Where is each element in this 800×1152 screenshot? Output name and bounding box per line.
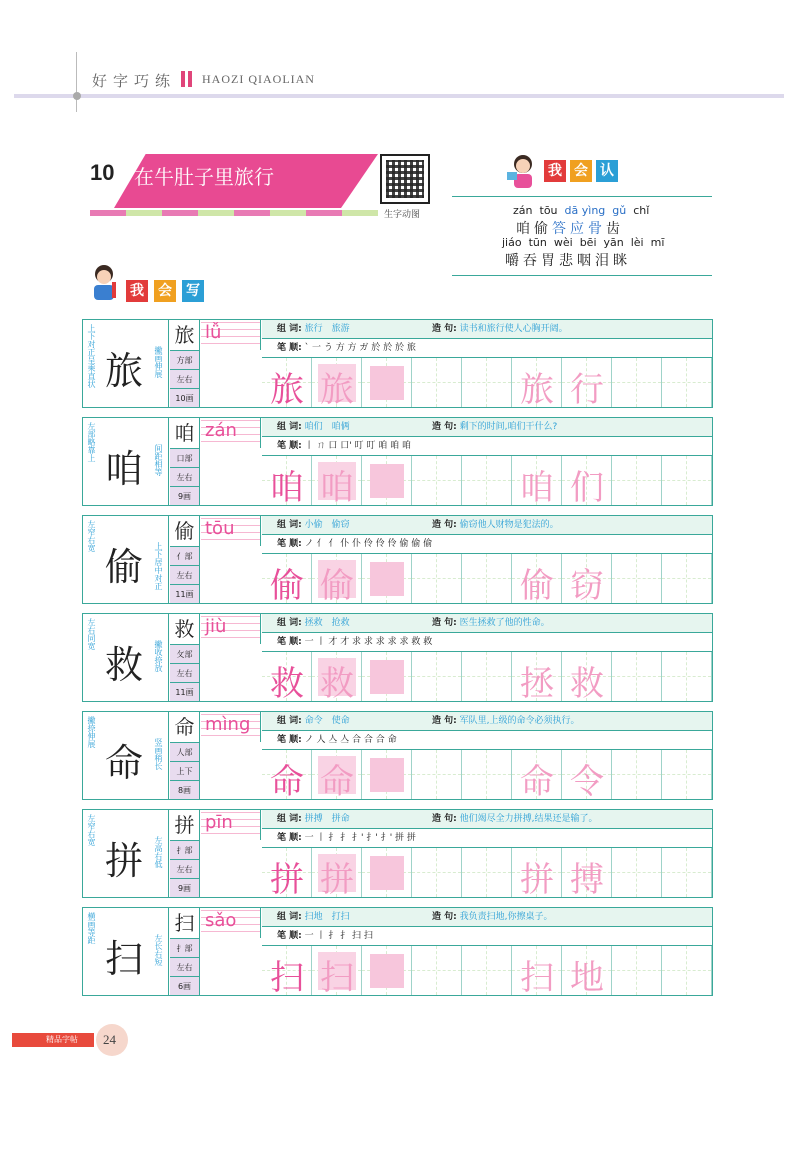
radical: 攵部: [170, 644, 200, 663]
writing-tip: 左部略靠上: [87, 422, 96, 462]
radical: 扌部: [170, 840, 200, 859]
practice-cell[interactable]: [462, 848, 512, 897]
practice-cell[interactable]: [462, 750, 512, 799]
practice-char: 们: [570, 468, 604, 508]
stroke-order-line: [262, 731, 712, 750]
recognize-chars: 咱偷答应骨齿: [516, 221, 624, 237]
recognize-badge-1: 我: [544, 160, 566, 182]
trace-ghost: [370, 464, 404, 498]
practice-cell[interactable]: [462, 946, 512, 995]
practice-cell[interactable]: [512, 750, 562, 802]
practice-cell[interactable]: [562, 652, 612, 704]
words-label: 组 词:: [277, 814, 302, 824]
model-char: 偷: [105, 545, 144, 589]
header-title: 好字巧练: [92, 72, 177, 90]
word-sentence-line: [262, 908, 712, 927]
sentence: 军队里,上级的命令必须执行。: [459, 716, 580, 726]
practice-grid: [262, 946, 712, 998]
stroke-order-line: [262, 829, 712, 848]
practice-cell[interactable]: [312, 848, 362, 900]
structure: 左右: [170, 467, 200, 486]
practice-cell[interactable]: [612, 456, 662, 505]
radical: 亻部: [170, 546, 200, 565]
practice-cell[interactable]: [462, 652, 512, 701]
pinyin: zán: [205, 420, 237, 441]
trace-ghost: [370, 660, 404, 694]
qr-code-icon[interactable]: [380, 154, 430, 204]
sentence-label: 造 句:: [432, 422, 457, 432]
character-row: [82, 319, 713, 408]
write-badge-2: 会: [154, 280, 176, 302]
practice-grid: [262, 848, 712, 900]
sentence-wrap: [432, 614, 550, 633]
radical: 口部: [170, 448, 200, 467]
practice-cell[interactable]: [312, 554, 362, 606]
writing-tip: 左高右低: [154, 836, 163, 868]
pinyin: tōu: [205, 518, 235, 539]
recognize-pinyin: zán tōu dā yìng gǔ chǐ: [513, 204, 650, 217]
stroke-order: ノ 亻 亻 仆 仆 伶 伶 伶 偷 偷 偷: [304, 539, 433, 549]
recognize-badge-2: 会: [570, 160, 592, 182]
writing-tip: 撇收捺放: [154, 640, 163, 672]
sentence-label: 造 句:: [432, 324, 457, 334]
order-label: 笔 顺:: [277, 343, 302, 353]
practice-cell[interactable]: [362, 554, 412, 603]
practice-char: 救: [320, 664, 354, 704]
practice-cell[interactable]: [612, 554, 662, 603]
stroke-order: 一 丨 才 才 求 求 求 求 求 救 救: [304, 637, 433, 647]
practice-char: 拼: [320, 860, 354, 900]
character-row: [82, 809, 713, 898]
writing-tip: 左窄右宽: [87, 520, 96, 552]
practice-char: 令: [570, 762, 604, 802]
words: 咱们 咱俩: [304, 422, 350, 432]
model-char-box: [83, 516, 169, 603]
practice-cell[interactable]: [362, 456, 412, 505]
header-bar: [188, 71, 192, 87]
practice-char: 窃: [570, 566, 604, 606]
sentence-wrap: [432, 418, 557, 437]
stroke-order-line: [262, 535, 712, 554]
practice-char: 行: [570, 370, 604, 410]
practice-cell[interactable]: [312, 358, 362, 410]
structure: 左右: [170, 565, 200, 584]
practice-char: 扫: [320, 958, 354, 998]
practice-cell[interactable]: [262, 946, 312, 998]
words-label: 组 词:: [277, 520, 302, 530]
writing-tip: 撇画伸展: [154, 346, 163, 378]
practice-cell[interactable]: [262, 554, 312, 606]
words-label: 组 词:: [277, 324, 302, 334]
stroke-order: ノ 人 亼 亼 合 合 合 命: [304, 735, 397, 745]
lesson-banner: [90, 154, 378, 208]
practice-char: 命: [320, 762, 354, 802]
model-char-box: [83, 810, 169, 897]
practice-cell[interactable]: [362, 946, 412, 995]
practice-char: 偷: [270, 566, 304, 606]
practice-cell[interactable]: [512, 946, 562, 998]
write-badge-1: 我: [126, 280, 148, 302]
recognize-rule: [452, 196, 712, 197]
practice-cell[interactable]: [412, 358, 462, 407]
character-row: [82, 613, 713, 702]
radical: 方部: [170, 350, 200, 369]
practice-cell[interactable]: [412, 848, 462, 897]
header-bar: [181, 71, 185, 87]
radical: 扌部: [170, 938, 200, 957]
pinyin-box: [201, 516, 261, 546]
small-char: 命: [170, 712, 200, 742]
structure: 左右: [170, 369, 200, 388]
sentence-label: 造 句:: [432, 814, 457, 824]
boy-icon: [88, 262, 122, 302]
recognize-rule-bottom: [452, 275, 712, 276]
lesson-title: 在牛肚子里旅行: [134, 165, 274, 189]
practice-cell[interactable]: [662, 652, 712, 701]
recognize-badge-3: 认: [596, 160, 618, 182]
stroke-count: 10画: [170, 388, 200, 407]
practice-char: 拼: [270, 860, 304, 900]
writing-tip: 左长右短: [154, 934, 163, 966]
practice-cell[interactable]: [562, 946, 612, 998]
stroke-count: 9画: [170, 486, 200, 505]
words: 扫地 打扫: [304, 912, 350, 922]
write-badge-3: 写: [182, 280, 204, 302]
writing-tip: 撇捺伸展: [87, 716, 96, 748]
small-char: 拼: [170, 810, 200, 840]
character-row: [82, 515, 713, 604]
order-label: 笔 顺:: [277, 441, 302, 451]
trace-ghost: [370, 856, 404, 890]
practice-char: 拼: [520, 860, 554, 900]
words: 拯救 抢救: [304, 618, 350, 628]
order-label: 笔 顺:: [277, 539, 302, 549]
practice-char: 拯: [520, 664, 554, 704]
word-sentence-line: [262, 418, 712, 437]
order-label: 笔 顺:: [277, 833, 302, 843]
footer-label: 精品字帖: [46, 1035, 78, 1044]
stroke-count: 6画: [170, 976, 200, 995]
practice-cell[interactable]: [662, 358, 712, 407]
sentence-label: 造 句:: [432, 520, 457, 530]
practice-cell[interactable]: [562, 456, 612, 508]
header-rule: [14, 94, 784, 98]
practice-cell[interactable]: [262, 358, 312, 410]
practice-cell[interactable]: [462, 554, 512, 603]
practice-cell[interactable]: [462, 358, 512, 407]
practice-cell[interactable]: [512, 848, 562, 900]
practice-cell[interactable]: [662, 750, 712, 799]
word-sentence-line: [262, 614, 712, 633]
practice-char: 命: [520, 762, 554, 802]
header-divider: [76, 52, 77, 112]
practice-cell[interactable]: [662, 946, 712, 995]
stroke-count: 11画: [170, 584, 200, 603]
practice-char: 搏: [570, 860, 604, 900]
practice-cell[interactable]: [612, 750, 662, 799]
page-number: 24: [103, 1032, 116, 1047]
stroke-order-line: [262, 339, 712, 358]
practice-cell[interactable]: [662, 456, 712, 505]
practice-grid: [262, 750, 712, 802]
practice-char: 旅: [520, 370, 554, 410]
stroke-order-line: [262, 633, 712, 652]
words-label: 组 词:: [277, 912, 302, 922]
practice-cell[interactable]: [362, 848, 412, 897]
word-sentence-line: [262, 810, 712, 829]
sentence-wrap: [432, 516, 559, 535]
practice-cell[interactable]: [312, 946, 362, 998]
practice-grid: [262, 358, 712, 410]
model-char: 咱: [105, 447, 144, 491]
stroke-count: 11画: [170, 682, 200, 701]
practice-cell[interactable]: [612, 848, 662, 897]
writing-tip: 间距相等: [154, 444, 163, 476]
girl-icon: [505, 152, 541, 190]
pinyin: pīn: [205, 812, 233, 833]
practice-cell[interactable]: [262, 652, 312, 704]
words: 旅行 旅游: [304, 324, 350, 334]
model-char: 救: [105, 643, 144, 687]
stroke-count: 8画: [170, 780, 200, 799]
practice-cell[interactable]: [362, 358, 412, 407]
practice-cell[interactable]: [262, 456, 312, 508]
practice-grid: [262, 456, 712, 508]
sentence-label: 造 句:: [432, 912, 457, 922]
practice-cell[interactable]: [462, 456, 512, 505]
practice-cell[interactable]: [562, 848, 612, 900]
trace-ghost: [370, 562, 404, 596]
practice-char: 咱: [520, 468, 554, 508]
words: 小偷 偷窃: [304, 520, 350, 530]
practice-grid: [262, 554, 712, 606]
small-char: 旅: [170, 320, 200, 350]
banner-stripe: [90, 210, 378, 216]
model-char: 扫: [105, 937, 144, 981]
practice-cell[interactable]: [612, 946, 662, 995]
order-label: 笔 顺:: [277, 931, 302, 941]
model-char-box: [83, 908, 169, 995]
structure: 左右: [170, 957, 200, 976]
practice-cell[interactable]: [612, 652, 662, 701]
pinyin-box: [201, 712, 261, 742]
word-sentence-line: [262, 712, 712, 731]
pinyin-box: [201, 320, 261, 350]
practice-char: 咱: [320, 468, 354, 508]
pinyin-box: [201, 614, 261, 644]
writing-tip: 竖画稍长: [154, 738, 163, 770]
practice-char: 偷: [320, 566, 354, 606]
structure: 上下: [170, 761, 200, 780]
order-label: 笔 顺:: [277, 637, 302, 647]
model-char-box: [83, 712, 169, 799]
order-label: 笔 顺:: [277, 735, 302, 745]
structure: 左右: [170, 859, 200, 878]
practice-cell[interactable]: [362, 652, 412, 701]
practice-cell[interactable]: [412, 946, 462, 995]
model-char: 命: [105, 741, 144, 785]
writing-tip: 左窄右宽: [87, 814, 96, 846]
practice-char: 偷: [520, 566, 554, 606]
pinyin-box: [201, 418, 261, 448]
model-char-box: [83, 418, 169, 505]
sentence-wrap: [432, 712, 579, 731]
model-char-box: [83, 614, 169, 701]
sentence: 我负责扫地,你擦桌子。: [459, 912, 553, 922]
words: 命令 使命: [304, 716, 350, 726]
pinyin-box: [201, 810, 261, 840]
practice-char: 咱: [270, 468, 304, 508]
sentence-label: 造 句:: [432, 618, 457, 628]
structure: 左右: [170, 663, 200, 682]
small-char: 偷: [170, 516, 200, 546]
writing-tip: 上下对正呈乘直状: [87, 324, 96, 388]
practice-char: 救: [270, 664, 304, 704]
practice-cell[interactable]: [562, 750, 612, 802]
pinyin-box: [201, 908, 261, 938]
words-label: 组 词:: [277, 716, 302, 726]
practice-char: 命: [270, 762, 304, 802]
header-subtitle: HAOZI QIAOLIAN: [202, 72, 315, 86]
stroke-order-line: [262, 437, 712, 456]
practice-cell[interactable]: [262, 750, 312, 802]
words-label: 组 词:: [277, 618, 302, 628]
practice-char: 救: [570, 664, 604, 704]
sentence: 剩下的时间,咱们干什么?: [459, 422, 558, 432]
practice-cell[interactable]: [512, 554, 562, 606]
radical: 人部: [170, 742, 200, 761]
pinyin: lǚ: [205, 322, 222, 343]
trace-ghost: [370, 366, 404, 400]
practice-cell[interactable]: [312, 652, 362, 704]
sentence-label: 造 句:: [432, 716, 457, 726]
recognize-pinyin-2: jiáo tūn wèi bēi yān lèi mī: [502, 236, 665, 249]
pinyin: sǎo: [205, 910, 237, 931]
small-char: 救: [170, 614, 200, 644]
sentence-wrap: [432, 810, 597, 829]
sentence-wrap: [432, 908, 552, 927]
trace-ghost: [370, 758, 404, 792]
character-row: [82, 907, 713, 996]
trace-ghost: [370, 954, 404, 988]
practice-cell[interactable]: [512, 456, 562, 508]
practice-cell[interactable]: [412, 750, 462, 799]
word-sentence-line: [262, 516, 712, 535]
sentence: 他们竭尽全力拼搏,结果还是输了。: [459, 814, 598, 824]
lesson-number: 10: [90, 160, 115, 185]
stroke-order: 丨 ㄇ 口 口' 叮 叮 咱 咱 咱: [304, 441, 411, 451]
practice-char: 地: [570, 958, 604, 998]
model-char: 拼: [105, 839, 144, 883]
character-row: [82, 417, 713, 506]
character-row: [82, 711, 713, 800]
pinyin: mìng: [205, 714, 251, 735]
word-sentence-line: [262, 320, 712, 339]
practice-char: 旅: [270, 370, 304, 410]
practice-cell[interactable]: [412, 456, 462, 505]
model-char: 旅: [105, 349, 144, 393]
stroke-count: 9画: [170, 878, 200, 897]
small-char: 咱: [170, 418, 200, 448]
practice-cell[interactable]: [512, 652, 562, 704]
practice-grid: [262, 652, 712, 704]
header-dot: [73, 92, 81, 100]
practice-char: 扫: [270, 958, 304, 998]
practice-cell[interactable]: [562, 358, 612, 410]
model-char-box: [83, 320, 169, 407]
practice-cell[interactable]: [412, 554, 462, 603]
practice-cell[interactable]: [662, 848, 712, 897]
qr-caption: 生字动图: [384, 210, 421, 220]
sentence: 读书和旅行使人心胸开阔。: [459, 324, 568, 334]
practice-cell[interactable]: [662, 554, 712, 603]
practice-cell[interactable]: [562, 554, 612, 606]
practice-char: 扫: [520, 958, 554, 998]
small-char: 扫: [170, 908, 200, 938]
practice-cell[interactable]: [412, 652, 462, 701]
stroke-order-line: [262, 927, 712, 946]
practice-char: 旅: [320, 370, 354, 410]
practice-cell[interactable]: [612, 358, 662, 407]
words-label: 组 词:: [277, 422, 302, 432]
practice-cell[interactable]: [262, 848, 312, 900]
sentence-wrap: [432, 320, 568, 339]
sentence: 偷窃他人财物是犯法的。: [459, 520, 559, 530]
words: 拼搏 拼命: [304, 814, 350, 824]
pinyin: jiù: [205, 616, 227, 637]
writing-tip: 左右同宽: [87, 618, 96, 650]
stroke-order: ` 一 う 方 方 ガ 於 於 於 旅: [304, 343, 416, 353]
practice-cell[interactable]: [512, 358, 562, 410]
writing-tip: 横画等距: [87, 912, 96, 944]
recognize-chars-2: 嚼吞胃悲咽泪眯: [505, 253, 631, 269]
practice-cell[interactable]: [312, 750, 362, 802]
stroke-order: 一 丨 扌 扌 扫 扫: [304, 931, 373, 941]
practice-cell[interactable]: [362, 750, 412, 799]
practice-cell[interactable]: [312, 456, 362, 508]
writing-tip: 上下居中对正: [154, 542, 163, 590]
sentence: 医生拯救了他的性命。: [459, 618, 550, 628]
stroke-order: 一 丨 扌 扌 扌' 扌' 扌' 拼 拼: [304, 833, 416, 843]
